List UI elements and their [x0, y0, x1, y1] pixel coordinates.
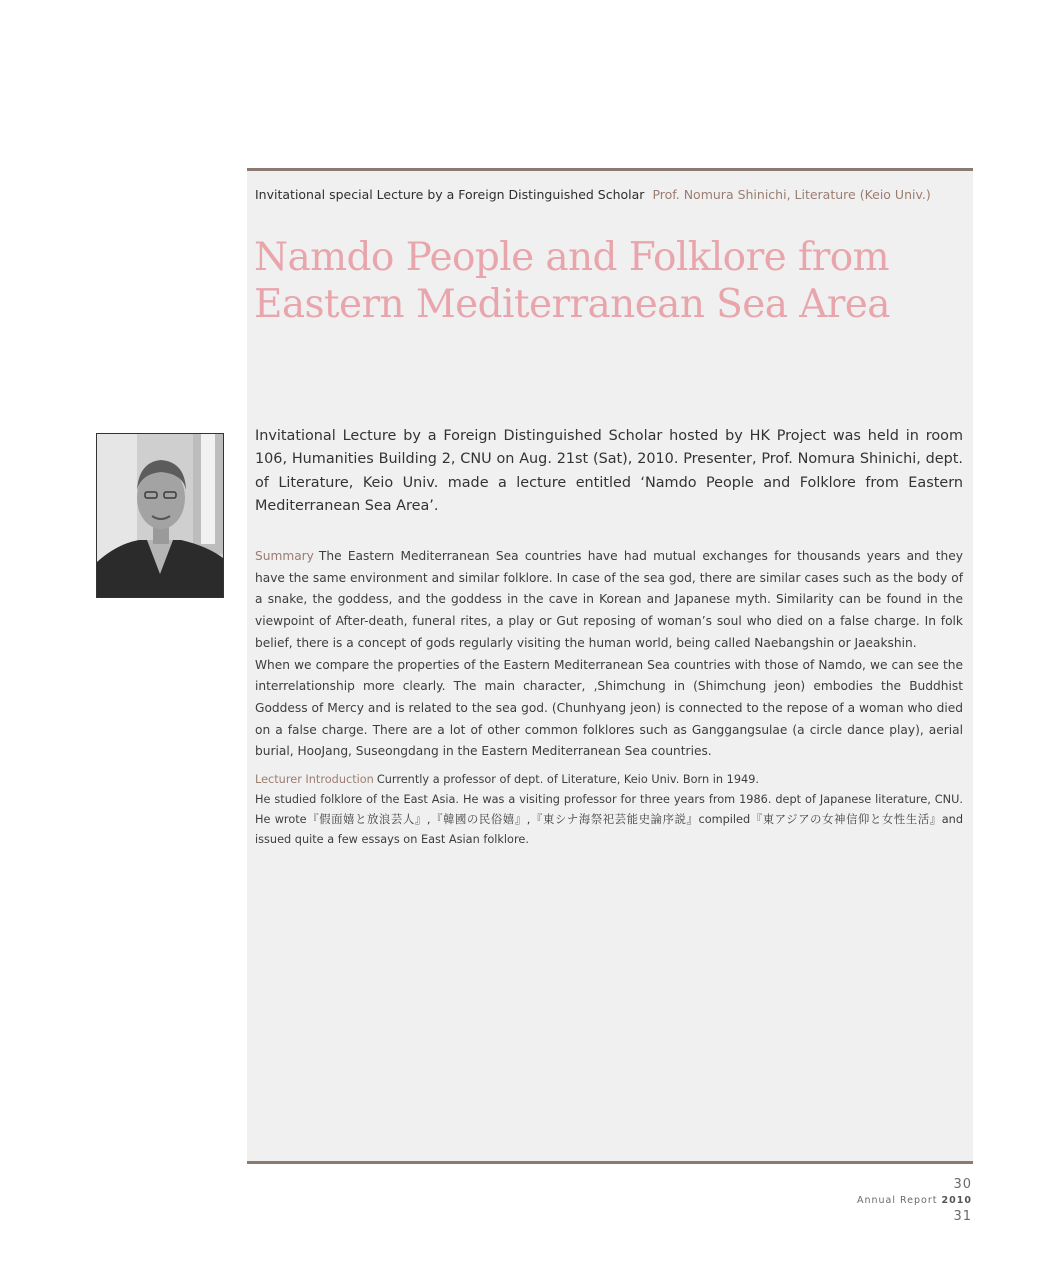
report-label: Annual Report [856, 1195, 938, 1206]
summary-paragraph-1 [255, 546, 963, 655]
annual-report-label [857, 1194, 972, 1208]
title-line-1: Namdo People and Folklore from [254, 235, 890, 280]
lecture-type: Invitational special Lecture by a Foreign Distinguished Scholar [255, 187, 645, 202]
lecturer-line-1: Currently a professor of dept. of Literature, Keio Univ. Born in 1949. [376, 773, 759, 786]
portrait-photo [96, 433, 224, 598]
lecturer-section [255, 770, 963, 850]
page-number-left: 30 [953, 1177, 972, 1192]
page-number-right: 31 [953, 1209, 972, 1224]
report-year: 2010 [941, 1195, 972, 1206]
presenter-credit: Prof. Nomura Shinichi, Literature (Keio Univ.) [652, 187, 931, 202]
lecturer-body: He studied folklore of the East Asia. He was a visiting professor for three years from 1986. dept of Japanese literature, CNU. He wrote『假面嬉と放浪芸人』,『韓國の民俗嬉』,『東シナ海祭祀芸能史論序説』compiled『東アジアの女神信仰と女性生活』and issued quite a few essays on East Asian folklore. [255, 793, 963, 846]
intro-paragraph: Invitational Lecture by a Foreign Distinguished Scholar hosted by HK Project was held in room 106, Humanities Building 2, CNU on Aug. 21st (Sat), 2010. Presenter, Prof. Nomura Shinichi, dept. of Literature, Keio Univ. made a lecture entitled ‘Namdo People and Folklore from Eastern Mediterranean Sea Area’. [255, 428, 963, 514]
lecturer-intro-line [255, 770, 963, 790]
lecture-header [255, 187, 965, 202]
summary-text-1: The Eastern Mediterranean Sea countries have had mutual exchanges for thousands years and they have the same environment and similar folklore. In case of the sea god, there are similar cases such as the body of a snake, the goddess, and the goddess in the cave in Korean and Japanese myth. Similarity can be found in the viewpoint of After-death, funeral rites, a play or Gut reposing of woman’s soul who died on a false charge. In folk belief, there is a concept of gods regularly visiting the human world, being called Naebangshin or Jaeakshin. [255, 549, 963, 650]
page-footer [857, 1176, 972, 1226]
summary-paragraph-2: When we compare the properties of the Eastern Mediterranean Sea countries with those of Namdo, we can see the interrelationship more clearly. The main character, ‚Shimchung in (Shimchung jeon) embodies the Buddhist Goddess of Mercy and is related to the sea god. (Chunhyang jeon) is connected to the repose of a woman who died on a false charge. There are a lot of other common folklores such as Ganggangsulae (a circle dance play), aerial burial, HooJang, Suseongdang in the Eastern Mediterranean Sea countries. [255, 657, 963, 759]
summary-label: Summary [255, 549, 314, 563]
title-line-2: Eastern Mediterranean Sea Area [254, 282, 890, 327]
summary-section [255, 546, 963, 763]
lecturer-label: Lecturer Introduction [255, 773, 374, 786]
portrait-icon [97, 434, 223, 597]
page-title [254, 234, 964, 328]
